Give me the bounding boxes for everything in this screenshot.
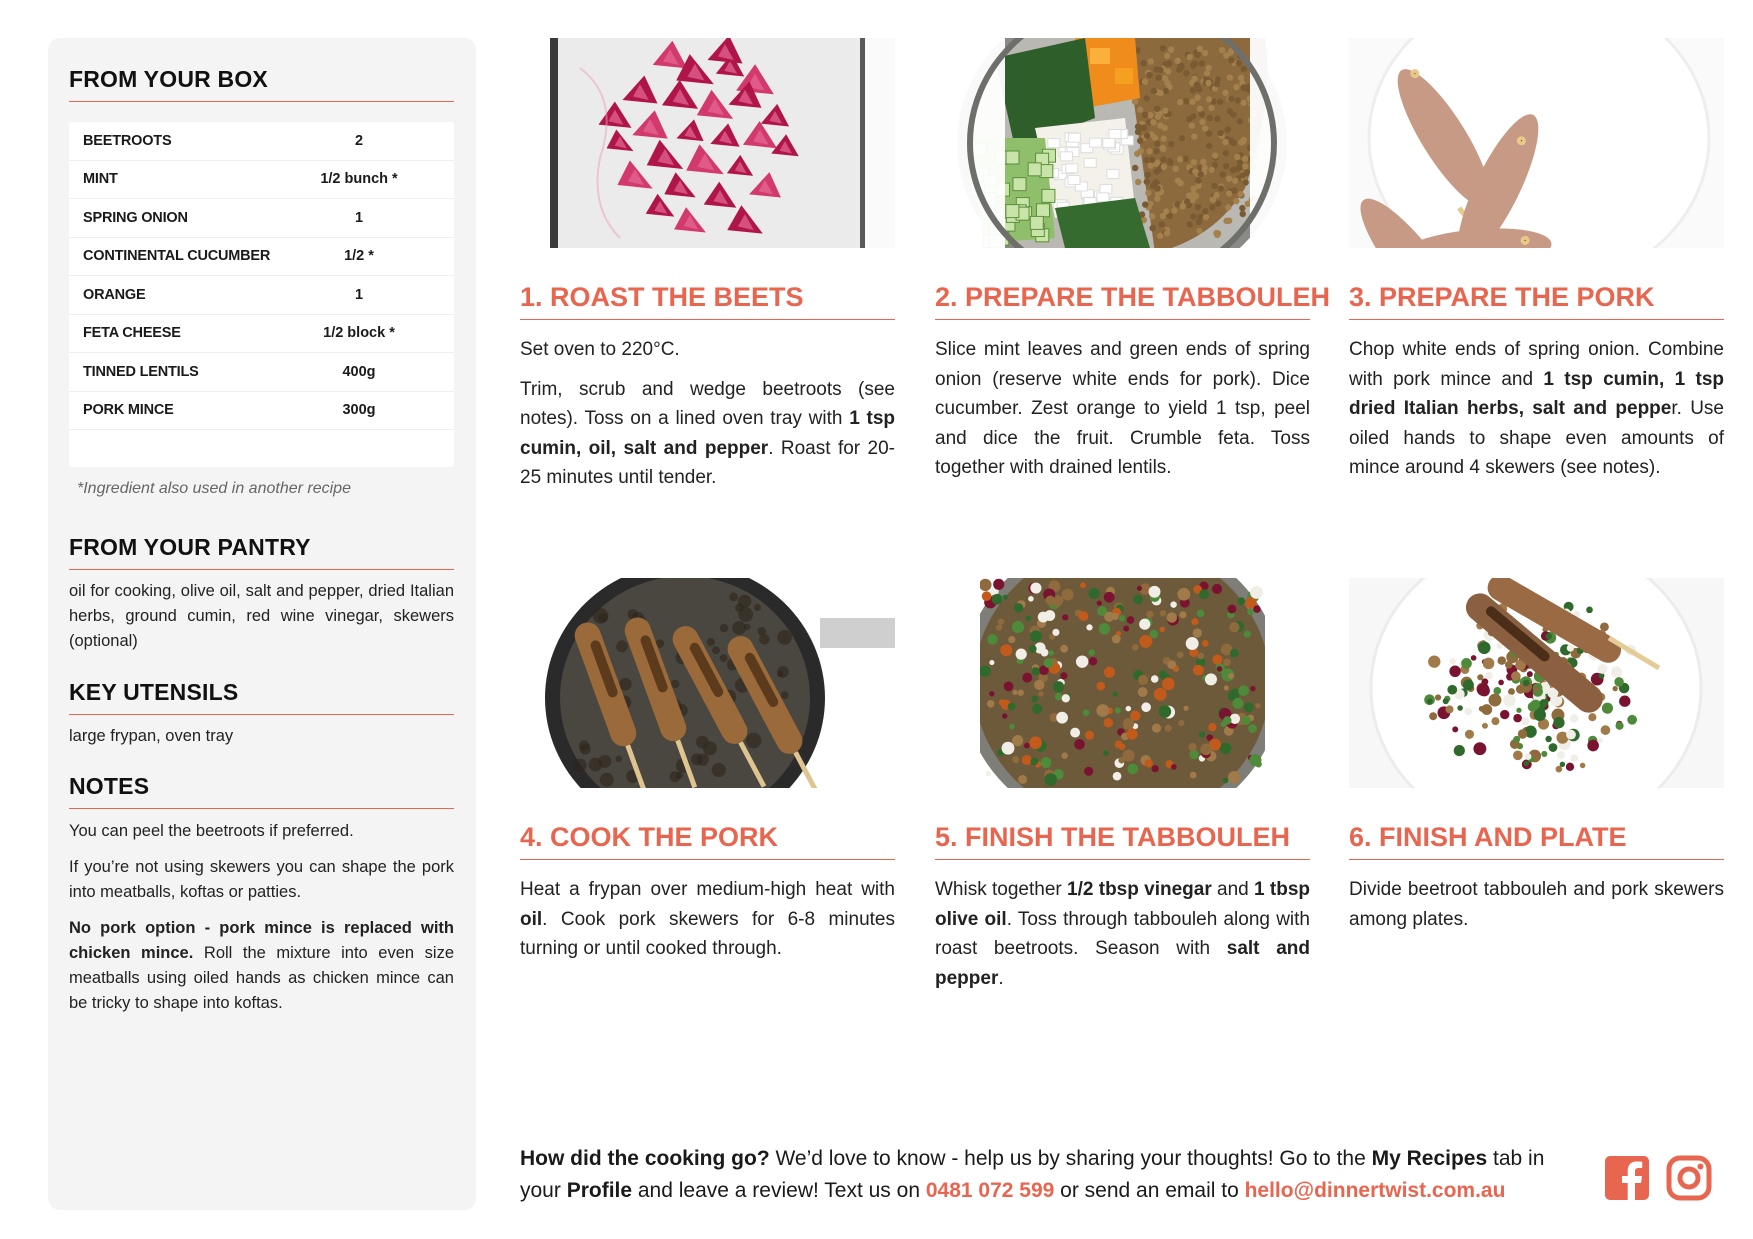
ingredient-name: ORANGE: [83, 286, 146, 303]
step-text: Heat a frypan over medium-high heat with: [520, 879, 895, 900]
bold-ingredient: 1 tsp cumin, oil, salt and pepper: [520, 408, 895, 459]
feedback-footer: [520, 1143, 1580, 1207]
bold-ingredient: 1 tbsp olive oil: [935, 879, 1310, 930]
footer-text-1: We’d love to know - help us by sharing your thoughts! Go to the: [769, 1147, 1372, 1170]
ingredient-name: FETA CHEESE: [83, 325, 181, 342]
footer-text-4: or send an email to: [1054, 1179, 1245, 1202]
pantry-heading: FROM YOUR PANTRY: [69, 534, 454, 570]
ingredient-qty: 300g: [342, 402, 376, 419]
step-text: Divide beetroot tabbouleh and pork skewers among plates.: [1349, 879, 1724, 930]
instagram-icon[interactable]: [1666, 1155, 1712, 1201]
step-paragraph: [520, 375, 895, 493]
ingredient-name: SPRING ONION: [83, 209, 188, 226]
pork-skewers-in-frypan-photo: [520, 578, 895, 788]
roasted-beetroot-wedges-on-tray-photo: [520, 38, 895, 248]
ingredient-row: [69, 315, 454, 354]
from-your-box-heading: FROM YOUR BOX: [69, 66, 454, 102]
plated-tabbouleh-with-skewers-photo: [1349, 578, 1724, 788]
step-instructions: [935, 335, 1310, 483]
ingredient-qty: 1: [354, 209, 364, 226]
ingredient-row: [69, 276, 454, 315]
step-title: 3. PREPARE THE PORK: [1349, 282, 1724, 320]
step-paragraph: [935, 335, 1310, 483]
note-3-rest: Roll the mixture into even size meatballs using oiled hands as chicken mince can be tricky to shape into koftas.: [69, 944, 454, 1012]
bold-ingredient: salt and pepper: [935, 938, 1310, 989]
ingredient-name: MINT: [83, 171, 118, 188]
bold-ingredient: 1 tsp cumin, 1 tsp dried Italian herbs, salt and peppe: [1349, 368, 1725, 419]
step-paragraph: [935, 875, 1310, 993]
ingredient-footnote: *Ingredient also used in another recipe: [77, 480, 351, 497]
ingredient-name: PORK MINCE: [83, 402, 174, 419]
note-3-bold: No pork option - pork mince is replaced with chicken mince.: [69, 919, 454, 962]
ingredient-row: [69, 353, 454, 392]
ingredient-row: [69, 238, 454, 277]
ingredient-qty: 2: [354, 132, 364, 149]
step-instructions: [1349, 875, 1724, 934]
ingredient-row: [69, 199, 454, 238]
step-text: Whisk together: [935, 879, 1068, 900]
profile-label: Profile: [566, 1179, 633, 1202]
notes-heading: NOTES: [69, 773, 454, 809]
my-recipes-label: My Recipes: [1371, 1147, 1488, 1170]
step-paragraph: [1349, 335, 1724, 483]
tabbouleh-ingredients-in-bowl-photo: [935, 38, 1310, 248]
phone-number-link[interactable]: 0481 072 599: [925, 1179, 1055, 1202]
step-instructions: [1349, 335, 1724, 483]
pantry-text: oil for cooking, olive oil, salt and pepper, dried Italian herbs, ground cumin, red wine vinegar, skewers (optional): [69, 582, 454, 650]
step-text: Slice mint leaves and green ends of spring onion (reserve white ends for pork). Dice cucumber. Zest orange to yield 1 tsp, peel and dice the fruit. Crumble feta. Toss together with drained lentils.: [935, 339, 1310, 478]
ingredient-row: [69, 122, 454, 161]
note-2: If you’re not using skewers you can shape the pork into meatballs, koftas or patties.: [69, 858, 454, 901]
step-paragraph: [520, 875, 895, 964]
ingredient-name: TINNED LENTILS: [83, 363, 199, 380]
ingredient-qty: 1: [354, 286, 364, 303]
utensils-text: large frypan, oven tray: [69, 727, 234, 745]
sidebar: [48, 38, 476, 1210]
step-instructions: [520, 875, 895, 964]
email-link[interactable]: hello@dinnertwist.com.au: [1244, 1179, 1506, 1202]
note-3: [69, 916, 454, 1016]
step-title: 2. PREPARE THE TABBOULEH: [935, 282, 1310, 320]
pork-skewers-on-plate-photo: [1349, 38, 1724, 248]
facebook-icon[interactable]: [1604, 1155, 1650, 1201]
tossed-tabbouleh-in-bowl-photo: [935, 578, 1310, 788]
ingredient-qty: 1/2 bunch *: [320, 171, 398, 188]
step-text: .: [998, 967, 1004, 989]
utensils-heading: KEY UTENSILS: [69, 679, 454, 715]
step-text: Set oven to 220°C.: [520, 339, 680, 360]
ingredient-name: CONTINENTAL CUCUMBER: [83, 248, 271, 265]
ingredient-row: [69, 392, 454, 431]
step-instructions: [935, 875, 1310, 993]
step-text: . Roast for 20-25 minutes until tender.: [520, 437, 895, 488]
step-text: r. Use oiled hands to shape even amounts of mince around 4 skewers (see notes).: [1349, 398, 1724, 478]
step-text: Chop white ends of spring onion. Combine with pork mince and: [1349, 339, 1724, 390]
footer-text-2: tab in your: [520, 1147, 1545, 1202]
step-text: . Cook pork skewers for 6-8 minutes turning or until cooked through.: [520, 908, 895, 959]
step-title: 6. FINISH AND PLATE: [1349, 822, 1724, 860]
ingredient-qty: 1/2 block *: [323, 325, 395, 342]
note-1: You can peel the beetroots if preferred.: [69, 822, 354, 840]
ingredient-table: [69, 122, 454, 467]
step-instructions: [520, 335, 895, 493]
step-title: 1. ROAST THE BEETS: [520, 282, 895, 320]
ingredient-qty: 400g: [342, 363, 376, 380]
bold-ingredient: oil: [520, 908, 543, 930]
bold-ingredient: 1/2 tbsp vinegar: [1067, 879, 1212, 900]
ingredient-name: BEETROOTS: [83, 132, 172, 149]
step-title: 5. FINISH THE TABBOULEH: [935, 822, 1310, 860]
step-text: . Toss through tabbouleh along with roast beetroots. Season with: [935, 908, 1310, 959]
step-title: 4. COOK THE PORK: [520, 822, 895, 860]
ingredient-row: [69, 161, 454, 200]
footer-text-3: and leave a review! Text us on: [632, 1179, 926, 1202]
step-paragraph: [1349, 875, 1724, 934]
ingredient-qty: 1/2 *: [344, 248, 374, 265]
step-paragraph: [520, 335, 895, 365]
step-text: and: [1211, 879, 1255, 900]
step-text: Trim, scrub and wedge beetroots (see notes). Toss on a lined oven tray with: [520, 378, 895, 429]
footer-question: How did the cooking go?: [520, 1147, 770, 1170]
